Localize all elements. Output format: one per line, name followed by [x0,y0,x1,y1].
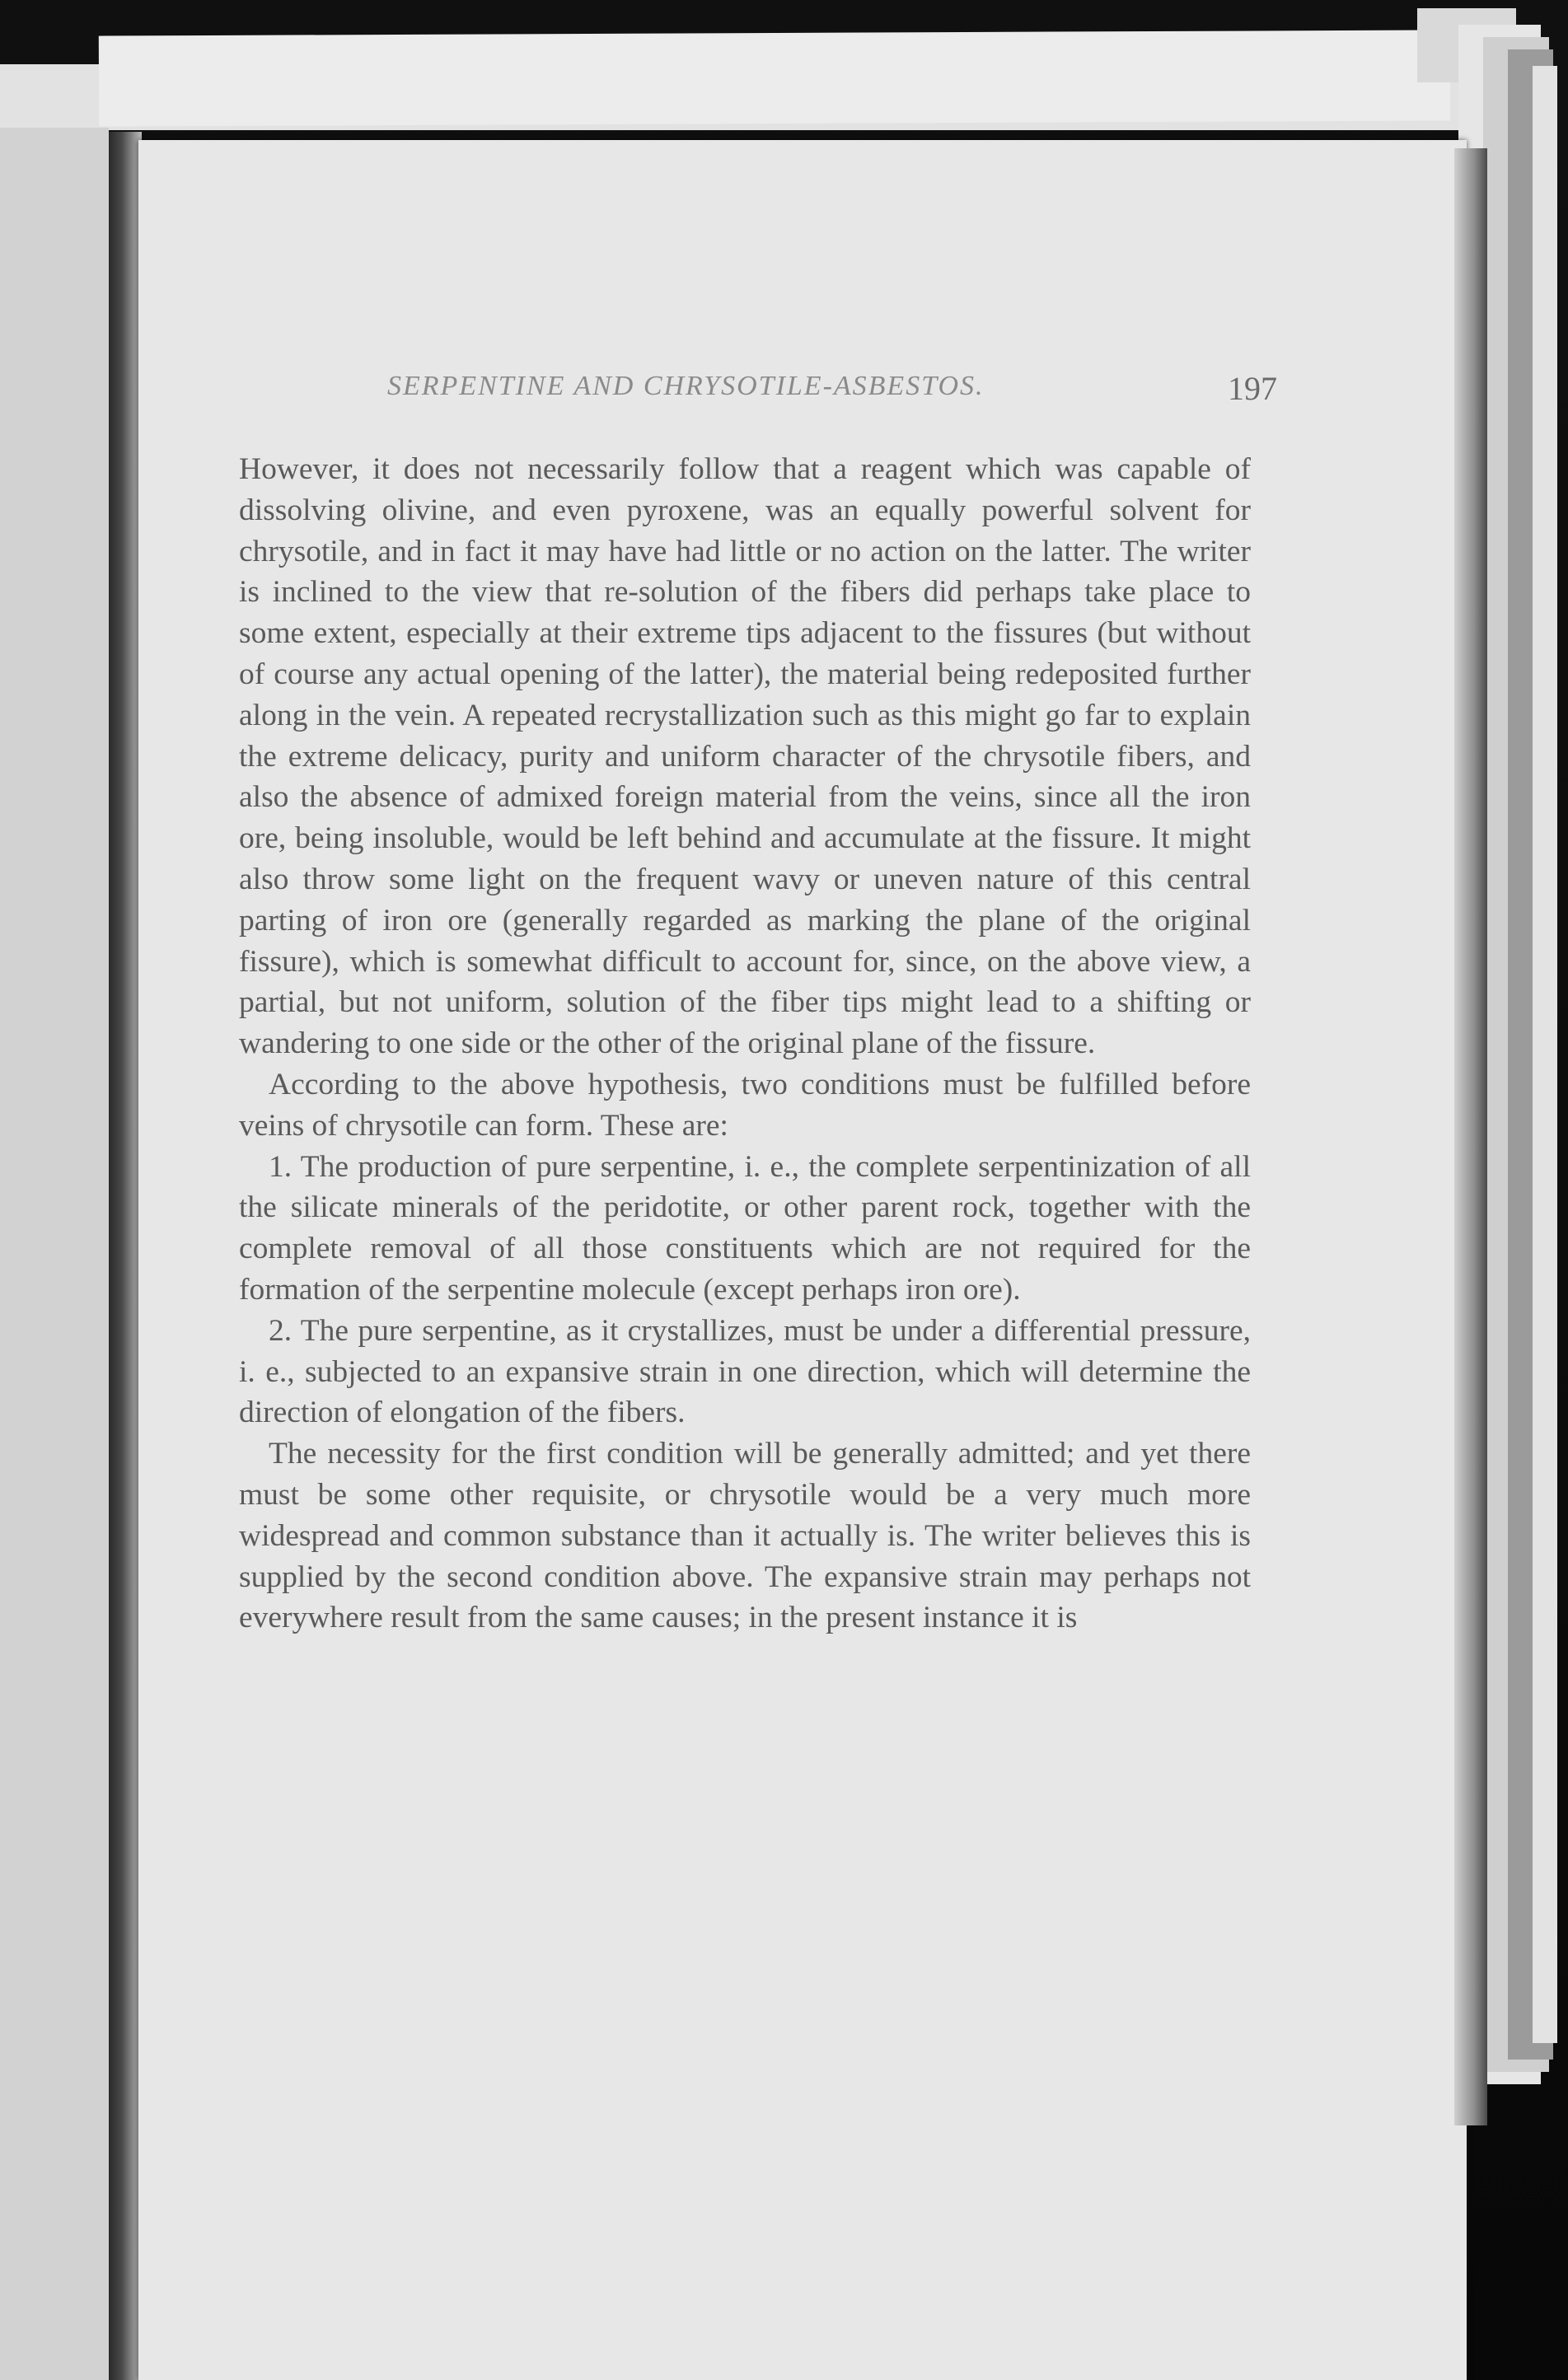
paragraph: According to the above hypothesis, two conditions must be fulfilled before veins of chrysotile can form. These are: [239,1067,1251,1143]
page-number: 197 [1228,370,1277,407]
book-gutter [109,132,142,2380]
list-item: 2. The pure serpentine, as it crystallizes, must be under a differential pressure, i. e., subjected to an expansive strain in one direction, which will determine the direction of elongation of the fibers. [239,1313,1251,1430]
page-right-shadow [1454,148,1487,2125]
paragraph: However, it does not necessarily follow that a reagent which was capable of dissolving olivine, and even pyroxene, was an equally powerful solvent for chrysotile, and in fact it may have had little or no action on the latter. The writer is inclined to the view that re-solution of the fibers did perhaps take place to some extent, especially at their extreme tips adjacent to the fissures (but without of course any actual opening of the latter), the material being redeposited further along in the vein. A repeated recrystallization such as this might go far to explain the extreme delicacy, purity and uniform character of the chrysotile fibers, and also the absence of admixed foreign material from the veins, since all the iron ore, being insoluble, would be left behind and accumulate at the fissure. It might also throw some light on the frequent wavy or uneven nature of this central parting of iron ore (generally regarded as marking the plane of the original fissure), which is somewhat difficult to account for, since, on the above view, a partial, but not uniform, solution of the fiber tips might lead to a shifting or wandering to one side or the other of the original plane of the fissure. [239,452,1251,1061]
body-text [239,449,1251,1639]
list-item: 1. The production of pure serpentine, i. e., the complete serpentinization of all the silicate minerals of the peridotite, or other parent rock, together with the complete removal of all those constituents which are not required for the formation of the serpentine molecule (except perhaps iron ore). [239,1149,1251,1307]
page-edge-right-4 [1533,66,1557,2043]
paragraph: The necessity for the first condition will be generally admitted; and yet there must be some other requisite, or chrysotile would be a very much more widespread and common substance than it actually is. The writer believes this is supplied by the second condition above. The expansive strain may perhaps not everywhere result from the same causes; in the present instance it is [239,1437,1251,1635]
running-head [255,371,1277,420]
page-edge-stack [99,30,1450,126]
facing-page-left [0,128,109,2380]
running-head-title: SERPENTINE AND CHRYSOTILE-ASBESTOS. [387,371,985,401]
